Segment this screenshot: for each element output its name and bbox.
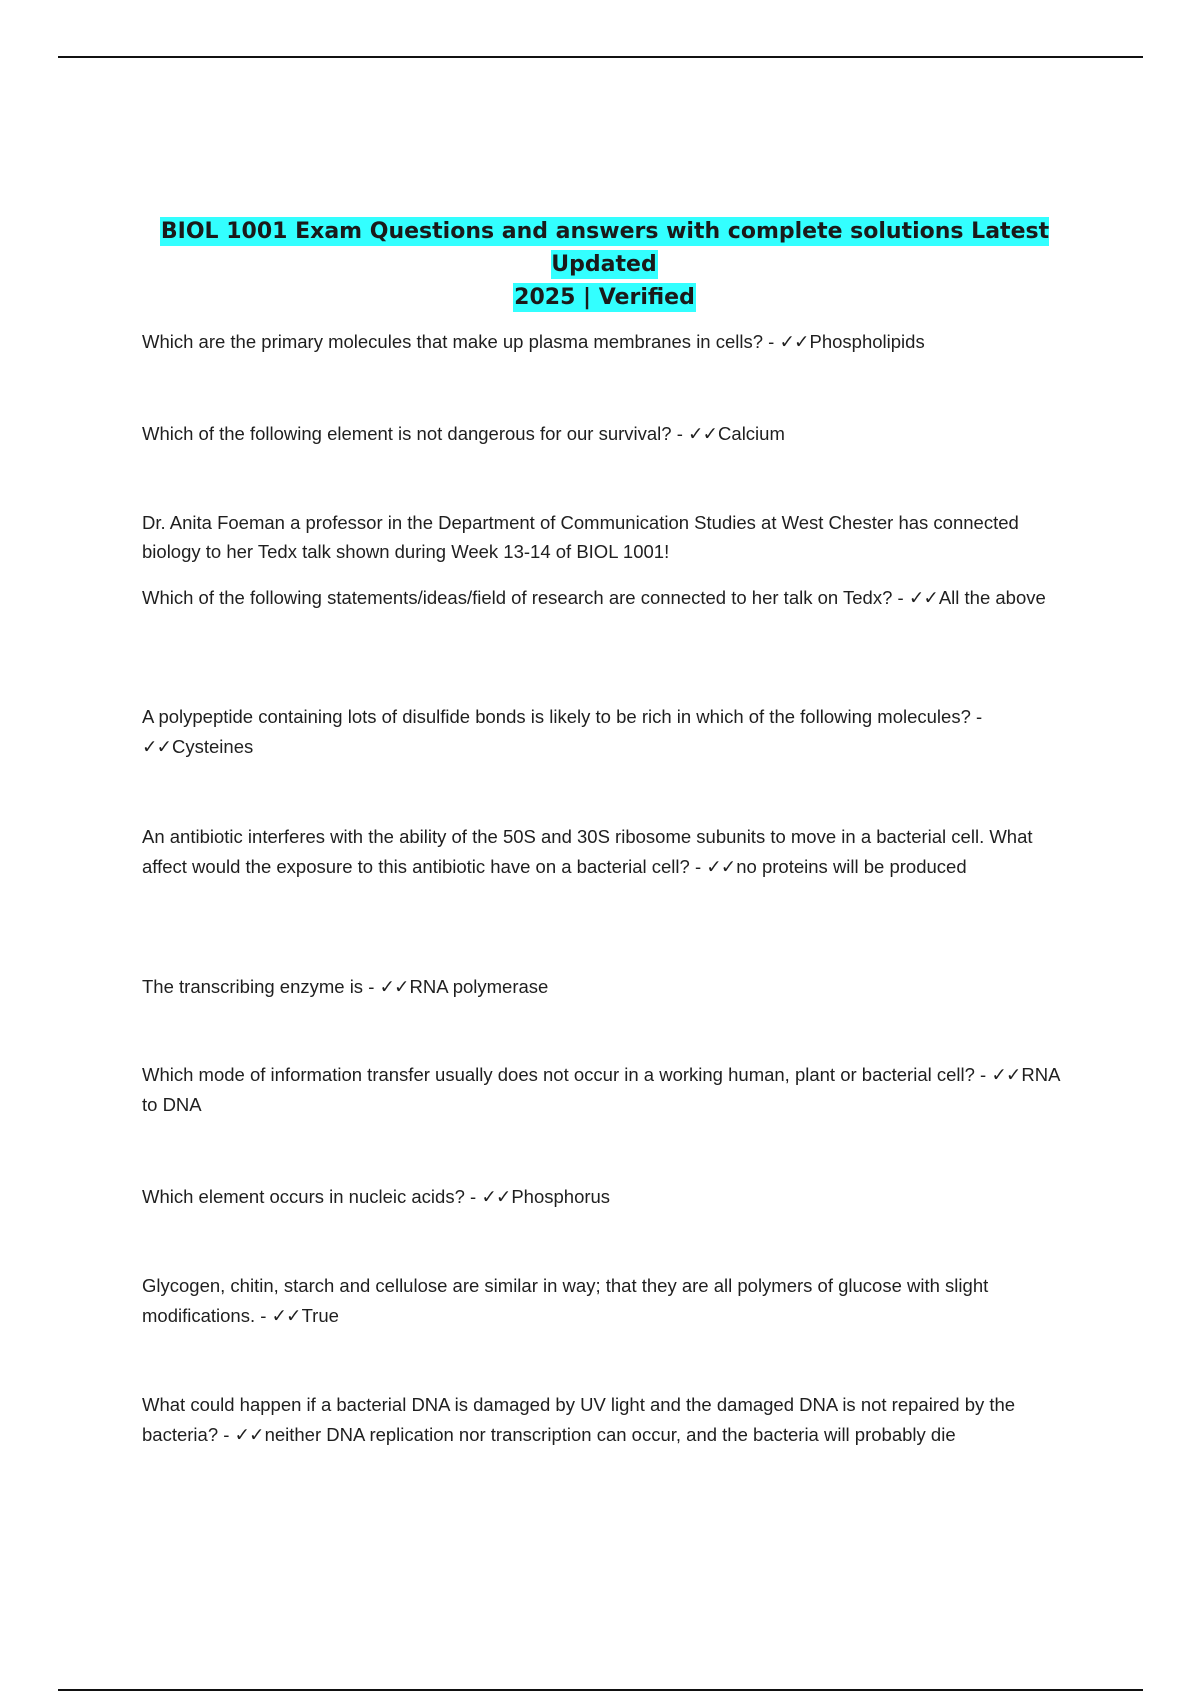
qa-item-7 — [142, 1060, 1067, 1120]
qa-item-6 — [142, 972, 1067, 1002]
answer-text: True — [301, 1305, 339, 1326]
question-text: Which are the primary molecules that make up plasma membranes in cells? - — [142, 331, 780, 352]
qa-item-5 — [142, 822, 1067, 882]
answer-text: no proteins will be produced — [736, 856, 967, 877]
question-text: What could happen if a bacterial DNA is damaged by UV light and the damaged DNA is not repaired by the bacteria? - — [142, 1394, 1016, 1445]
answer-text: Cysteines — [172, 736, 254, 757]
qa-item-9 — [142, 1271, 1067, 1331]
question-text: Which of the following element is not dangerous for our survival? - — [142, 423, 689, 444]
answer-text: Calcium — [718, 423, 785, 444]
qa-item-3 — [142, 583, 1067, 613]
bottom-rule — [58, 1689, 1143, 1691]
question-text: Glycogen, chitin, starch and cellulose are similar in way; that they are all polymers of glucose with slight modifications. - — [142, 1275, 989, 1326]
double-check-icon: ✓✓ — [142, 736, 172, 757]
title-line-2: 2025 | Verified — [514, 285, 695, 310]
double-check-icon: ✓✓ — [688, 423, 718, 444]
double-check-icon: ✓✓ — [271, 1305, 301, 1326]
double-check-icon: ✓✓ — [991, 1064, 1021, 1085]
intro-paragraph: Dr. Anita Foeman a professor in the Department of Communication Studies at West Chester has connected biology to her Tedx talk shown during Week 13-14 of BIOL 1001! — [142, 512, 1019, 562]
qa-item-1 — [142, 327, 1067, 357]
question-text: Which of the following statements/ideas/field of research are connected to her talk on Tedx? - — [142, 587, 909, 608]
question-text: A polypeptide containing lots of disulfide bonds is likely to be rich in which of the following molecules? - — [142, 706, 983, 727]
answer-text: RNA to DNA — [142, 1064, 1060, 1115]
double-check-icon: ✓✓ — [706, 856, 736, 877]
question-text: Which element occurs in nucleic acids? - — [142, 1186, 482, 1207]
question-text: An antibiotic interferes with the ability of the 50S and 30S ribosome subunits to move in a bacterial cell. What affect would the exposure to this antibiotic have on a bacterial cell? - — [142, 826, 1033, 877]
qa-item-10 — [142, 1390, 1067, 1450]
double-check-icon: ✓✓ — [908, 587, 938, 608]
qa-item-4 — [142, 702, 1067, 762]
answer-text: Phosphorus — [511, 1186, 611, 1207]
document-title — [142, 215, 1067, 314]
double-check-icon: ✓✓ — [379, 976, 409, 997]
answer-text: Phospholipids — [809, 331, 925, 352]
double-check-icon: ✓✓ — [234, 1424, 264, 1445]
double-check-icon: ✓✓ — [779, 331, 809, 352]
title-line-1: BIOL 1001 Exam Questions and answers with complete solutions Latest Updated — [160, 219, 1050, 277]
answer-text: All the above — [938, 587, 1046, 608]
question-text: The transcribing enzyme is - — [142, 976, 380, 997]
qa-item-2 — [142, 419, 1067, 449]
top-rule — [58, 56, 1143, 58]
double-check-icon: ✓✓ — [481, 1186, 511, 1207]
question-text: Which mode of information transfer usually does not occur in a working human, plant or bacterial cell? - — [142, 1064, 992, 1085]
answer-text: RNA polymerase — [409, 976, 549, 997]
qa-item-8 — [142, 1182, 1067, 1212]
answer-text: neither DNA replication nor transcription can occur, and the bacteria will probably die — [264, 1424, 956, 1445]
